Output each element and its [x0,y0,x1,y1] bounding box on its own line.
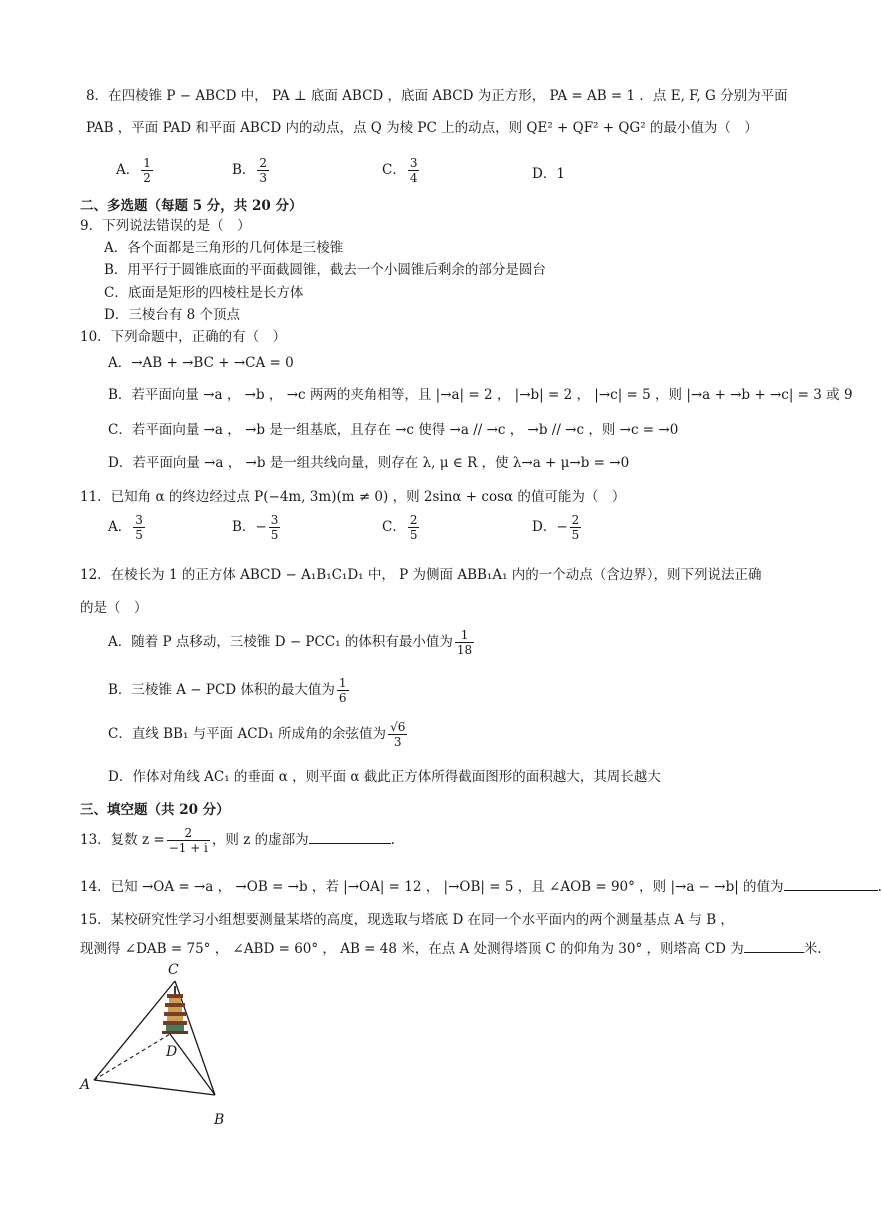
fraction [408,156,420,185]
q12-option-c [108,720,409,749]
q13 [80,826,395,855]
numerator: 3 [270,513,279,527]
q8-option-b [232,156,271,185]
q8-option-d: D．1 [532,166,565,182]
q8-stem-line1: 8．在四棱锥 P − ABCD 中， PA ⊥ 底面 ABCD ，底面 ABCD 为正方形， PA = AB = 1 ．点 E, F, G 分别为平面 [86,88,788,104]
denominator: 3 [259,171,268,185]
denominator: 4 [409,171,418,185]
q10-option-c: C．若平面向量 →a ， →b 是一组基底，且存在 →c 使得 →a // →c ， →b // →c ，则 →c = →0 [108,422,679,438]
section-3-heading: 三、填空题（共 20 分） [80,802,230,818]
q11-option-a [108,513,147,542]
numerator: 2 [409,513,418,527]
q10-option-a: A．→AB + →BC + →CA = 0 [108,355,294,371]
option-label: A． [116,162,140,178]
numerator: 3 [409,156,418,170]
denominator: 5 [270,528,279,542]
q15-line1: 15．某校研究性学习小组想要测量某塔的高度，现选取与塔底 D 在同一个水平面内的两个测量基点 A 与 B ， [80,912,734,928]
fraction [570,513,582,542]
q15-line2 [80,938,822,959]
fraction [257,156,269,185]
numerator: 1 [455,628,474,643]
q9-option-d: D．三棱台有 8 个顶点 [104,307,240,323]
q11-option-c [382,513,421,542]
q15-end: 米. [803,941,822,957]
q14-text: 14．已知 →OA = →a ， →OB = →b ，若 |→OA| = 12 ， |→OB| = 5 ，且 ∠AOB = 90° ，则 |→a − →b| 的值为 [80,879,784,895]
option-label: A． [108,519,132,535]
q11-stem: 11．已知角 α 的终边经过点 P(−4m, 3m)(m ≠ 0) ，则 2sinα + cosα 的值可能为（ ） [80,489,626,505]
option-label: B．− [232,519,267,535]
q12-option-d: D．作体对角线 AC₁ 的垂面 α ，则平面 α 截此正方体所得截面图形的面积越大，其周长越大 [108,769,661,785]
q11-option-b [232,513,282,542]
option-text: B．三棱锥 A − PCD 体积的最大值为 [108,682,335,698]
q13-end: . [390,832,395,848]
q9-option-c: C．底面是矩形的四棱柱是长方体 [104,285,304,301]
numerator: 2 [259,156,268,170]
section-2-heading: 二、多选题（每题 5 分，共 20 分） [80,198,303,214]
q9-option-a: A．各个面都是三角形的几何体是三棱锥 [104,240,344,256]
q8-option-c [382,156,421,185]
fraction [269,513,281,542]
denominator: −1 + i [168,841,208,855]
q12-stem-line1: 12．在棱长为 1 的正方体 ABCD − A₁B₁C₁D₁ 中， P 为侧面 ABB₁A₁ 内的一个动点（含边界），则下列说法正确 [80,567,762,583]
numerator: 3 [135,513,143,527]
numerator: 2 [571,513,580,527]
q10-option-d: D．若平面向量 →a ， →b 是一组共线向量，则存在 λ, μ ∈ R ，使 λ→a + μ→b = →0 [108,455,630,471]
label-d: D [166,1044,178,1060]
edge-ab [94,1080,215,1095]
label-b: B [214,1112,225,1128]
edge-ad-dashed [94,1034,170,1080]
numerator: 1 [338,676,347,690]
denominator: 6 [338,691,347,705]
denominator: 5 [135,528,143,542]
label-c: C [168,962,179,978]
denominator: 5 [571,528,580,542]
denominator: 5 [409,528,418,542]
option-label: C． [382,519,406,535]
q14 [80,876,882,897]
q9-stem: 9．下列说法错误的是（ ） [80,218,251,234]
numerator: 2 [167,826,210,841]
answer-blank[interactable] [744,938,804,953]
answer-blank[interactable] [784,876,878,891]
q12-stem-line2: 的是（ ） [80,600,148,616]
option-label: D．− [532,519,568,535]
fraction [133,513,145,542]
fraction [388,720,407,749]
denominator: 2 [143,171,151,185]
option-text: A．随着 P 点移动，三棱锥 D − PCC₁ 的体积有最小值为 [108,634,453,650]
denominator: 18 [456,643,473,657]
fraction [141,156,153,185]
q13-suffix: ，则 z 的虚部为 [211,832,309,848]
q15-text: 现测得 ∠DAB = 75° ， ∠ABD = 60° ， AB = 48 米，在点 A 处测得塔顶 C 的仰角为 30° ，则塔高 CD 为 [80,941,744,957]
numerator: 1 [143,156,151,170]
q10-stem: 10．下列命题中，正确的有（ ） [80,329,287,345]
q8-option-a [116,156,155,185]
answer-blank[interactable] [309,829,391,844]
q13-prefix: 13．复数 z = [80,832,165,848]
q14-end: . [877,879,882,895]
fraction [408,513,420,542]
fraction [337,676,349,705]
fraction [167,826,210,855]
pagoda-icon [162,986,188,1034]
q9-option-b: B．用平行于圆锥底面的平面截圆锥，截去一个小圆锥后剩余的部分是圆台 [104,262,546,278]
fraction [455,628,474,657]
option-label: B． [232,162,256,178]
q12-option-a [108,628,476,657]
q8-stem-line2: PAB ，平面 PAD 和平面 ABCD 内的动点，点 Q 为棱 PC 上的动点，则 QE² + QF² + QG² 的最小值为（ ） [86,120,758,136]
edge-ca [94,981,178,1080]
option-label: C． [382,162,406,178]
option-text: C．直线 BB₁ 与平面 ACD₁ 所成角的余弦值为 [108,726,387,742]
tower-figure [78,958,258,1130]
q12-option-b [108,676,351,705]
denominator: 3 [393,735,402,749]
numerator: √6 [390,720,406,734]
q10-option-b: B．若平面向量 →a ， →b ， →c 两两的夹角相等，且 |→a| = 2 ， |→b| = 2 ， |→c| = 5 ，则 |→a + →b + →c| = 3 或 9 [108,387,853,403]
label-a: A [80,1077,91,1093]
q11-option-d [532,513,583,542]
